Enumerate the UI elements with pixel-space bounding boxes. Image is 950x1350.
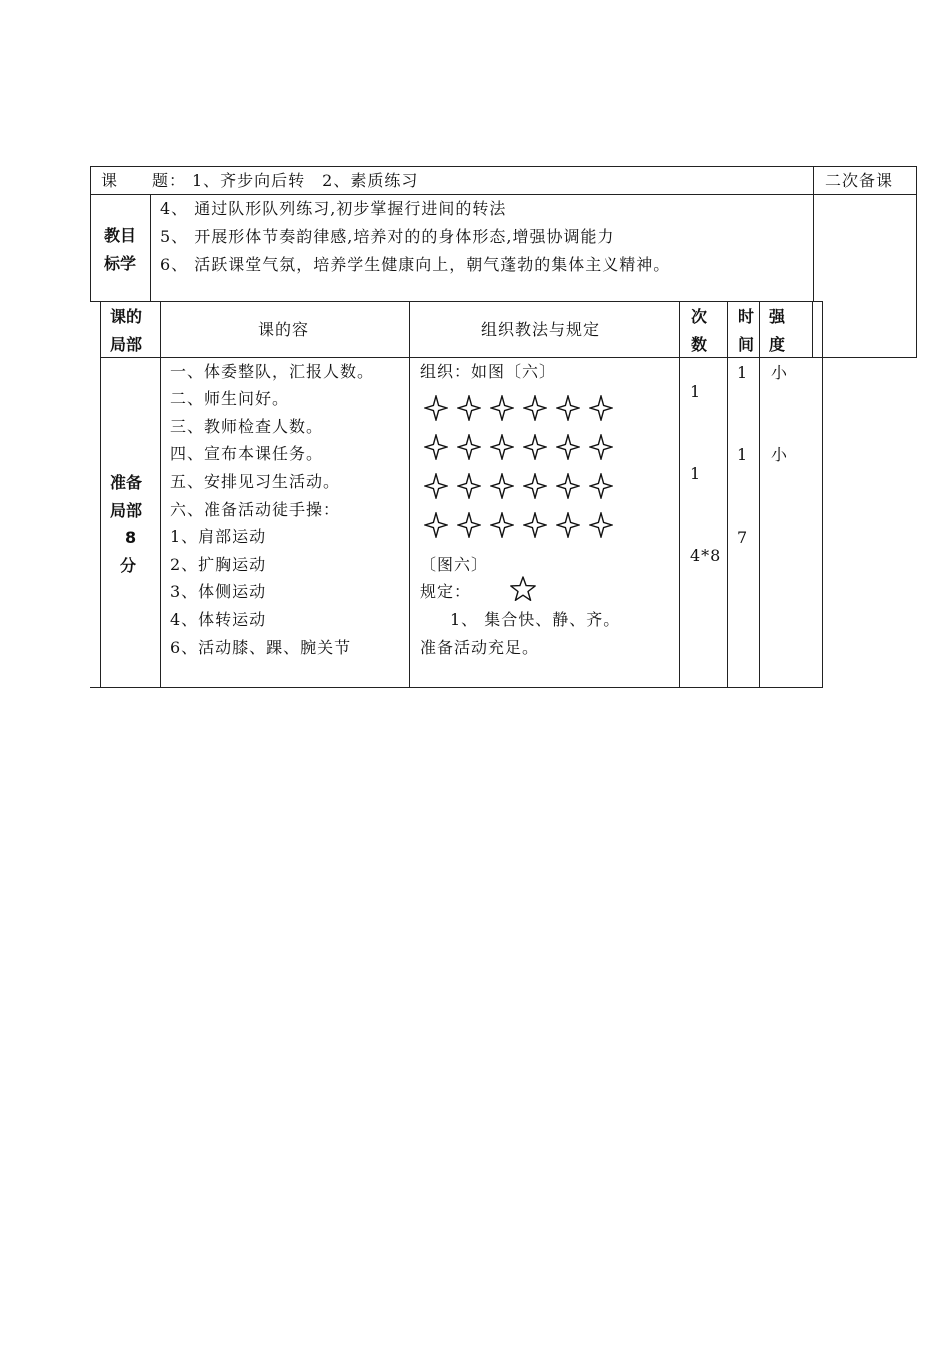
header-part-line1: 课的 (110, 307, 143, 326)
student-star-icon (457, 473, 481, 499)
teacher-star-icon (509, 575, 537, 603)
student-star-icon (490, 434, 514, 460)
topic-label: 课 题： (101, 171, 187, 190)
section-label-line2: 局部 (110, 501, 143, 520)
header-part-line2: 局部 (110, 335, 143, 354)
col-line (727, 301, 728, 688)
count-value: 1 (690, 464, 702, 483)
time-value: 1 (737, 445, 749, 464)
student-star-icon (523, 395, 547, 421)
col-line (822, 301, 823, 688)
section-label-line1: 准备 (110, 473, 143, 492)
table-border-row1 (90, 194, 917, 195)
table-bottom (90, 687, 823, 688)
student-star-icon (424, 434, 448, 460)
col-line (409, 301, 410, 688)
header-count-line1: 次 (691, 307, 708, 326)
content-item: 五、安排见习生活动。 (170, 472, 341, 491)
intensity-value: 小 (771, 363, 789, 382)
content-item: 一、体委整队，汇报人数。 (170, 362, 375, 381)
header-time-line2: 间 (738, 335, 755, 354)
objective-item: 6、 活跃课堂气氛，培养学生健康向上，朝气蓬勃的集体主义精神。 (160, 255, 671, 274)
table-border-top (90, 166, 917, 167)
student-star-icon (523, 434, 547, 460)
content-item: 四、宣布本课任务。 (170, 444, 324, 463)
content-item: 1、肩部运动 (170, 527, 267, 546)
figure-caption: 〔图六〕 (420, 555, 489, 574)
student-star-icon (589, 473, 613, 499)
student-star-icon (490, 395, 514, 421)
time-value: 7 (737, 528, 749, 547)
content-item: 2、扩胸运动 (170, 555, 267, 574)
header-row-bottom (100, 357, 822, 358)
student-star-icon (457, 434, 481, 460)
student-star-icon (523, 512, 547, 538)
objective-item: 5、 开展形体节奏韵律感,培养对的的身体形态,增强协调能力 (160, 227, 615, 246)
header-time-line1: 时 (738, 307, 755, 326)
student-star-icon (556, 473, 580, 499)
student-star-icon (490, 473, 514, 499)
col-line (812, 301, 813, 357)
student-star-icon (523, 473, 547, 499)
student-star-icon (457, 395, 481, 421)
header-organization: 组织教法与规定 (481, 320, 601, 339)
objectives-label-line2: 标学 (104, 254, 137, 273)
col-line (160, 301, 161, 688)
student-star-icon (556, 434, 580, 460)
section-label-line3: 8 (125, 528, 137, 547)
content-item: 6、活动膝、踝、腕关节 (170, 638, 352, 657)
student-star-icon (556, 395, 580, 421)
student-star-icon (556, 512, 580, 538)
content-item: 三、教师检查人数。 (170, 417, 324, 436)
table-border-left (90, 166, 91, 302)
content-item: 二、师生问好。 (170, 389, 290, 408)
intensity-value: 小 (771, 445, 789, 464)
objectives-label-line1: 教目 (104, 226, 137, 245)
student-star-icon (424, 512, 448, 538)
student-star-icon (490, 512, 514, 538)
content-item: 4、体转运动 (170, 610, 267, 629)
side-column-bottom (813, 357, 917, 358)
content-item: 六、准备活动徒手操： (170, 500, 341, 519)
table-border-right (916, 166, 917, 358)
col-line (100, 301, 101, 688)
student-star-icon (589, 512, 613, 538)
second-prep-label: 二次备课 (825, 171, 894, 190)
time-value: 1 (737, 363, 749, 382)
organization-line: 组织：如图〔六〕 (420, 362, 557, 381)
topic-value: 1、齐步向后转 2、素质练习 (192, 171, 419, 190)
count-value: 1 (690, 382, 702, 401)
table-border-mid (813, 166, 814, 302)
objective-item: 4、 通过队形队列练习,初步掌握行进间的转法 (160, 199, 507, 218)
student-star-icon (424, 473, 448, 499)
section-label-line4: 分 (120, 556, 137, 575)
student-star-icon (589, 395, 613, 421)
header-count-line2: 数 (691, 335, 708, 354)
student-star-icon (457, 512, 481, 538)
header-intensity-line1: 强 (769, 307, 786, 326)
rule-label: 规定： (420, 582, 472, 601)
objectives-divider (150, 194, 151, 302)
content-item: 3、体侧运动 (170, 582, 267, 601)
header-content: 课的容 (258, 320, 310, 339)
student-star-icon (589, 434, 613, 460)
col-line (759, 301, 760, 688)
col-line (679, 301, 680, 688)
rule-extra: 准备活动充足。 (420, 638, 540, 657)
objectives-bottom (90, 301, 823, 302)
rule-item: 1、 集合快、静、齐。 (450, 610, 621, 629)
count-value: 4*8 (690, 546, 722, 565)
student-star-icon (424, 395, 448, 421)
header-intensity-line2: 度 (769, 335, 786, 354)
formation-diagram (420, 395, 620, 545)
